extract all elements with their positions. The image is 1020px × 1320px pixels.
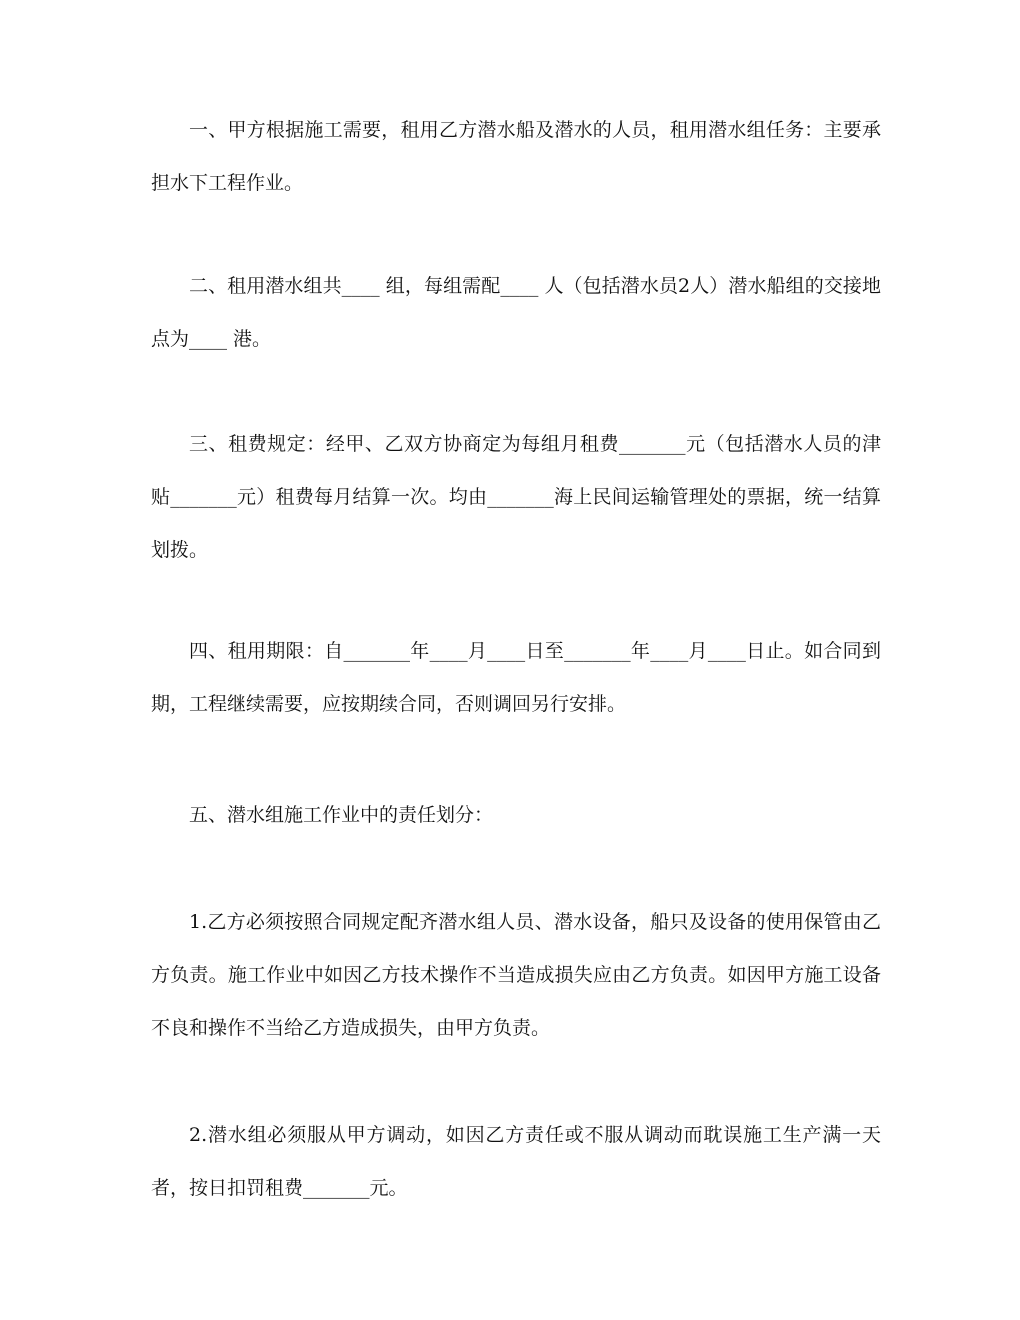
- paragraph-clause-1: 1.乙方必须按照合同规定配齐潜水组人员、潜水设备，船只及设备的使用保管由乙方负责。施工作业中如因乙方技术操作不当造成损失应由乙方负责。如因甲方施工设备不良和操作不当给乙方造成损失，由甲方负责。: [151, 911, 881, 1039]
- paragraph-team-count: 二、租用潜水组共____ 组，每组需配____ 人（包括潜水员2人）潜水船组的交接地点为____ 港。: [151, 275, 881, 350]
- paragraph-responsibility-heading: 五、潜水组施工作业中的责任划分：: [189, 804, 494, 826]
- paragraph-term: 四、租用期限：自_______年____月____日至_______年____月____日止。如合同到期，工程继续需要，应按期续合同，否则调回另行安排。: [151, 640, 881, 715]
- paragraph-task: 一、甲方根据施工需要，租用乙方潜水船及潜水的人员，租用潜水组任务：主要承担水下工程作业。: [151, 119, 881, 194]
- paragraph-gap: [151, 842, 881, 896]
- paragraph-gap: [151, 366, 881, 418]
- paragraph-gap: [151, 731, 881, 789]
- paragraph-gap: [151, 1055, 881, 1109]
- paragraph-gap: [151, 210, 881, 260]
- paragraph-fee: 三、租费规定：经甲、乙双方协商定为每组月租费_______元（包括潜水人员的津贴_______元）租费每月结算一次。均由_______海上民间运输管理处的票据，统一结算划拨。: [151, 433, 881, 561]
- paragraph-gap: [151, 577, 881, 625]
- document-body: [151, 104, 881, 1215]
- paragraph-clause-2: 2.潜水组必须服从甲方调动，如因乙方责任或不服从调动而耽误施工生产满一天者，按日扣罚租费_______元。: [151, 1124, 881, 1199]
